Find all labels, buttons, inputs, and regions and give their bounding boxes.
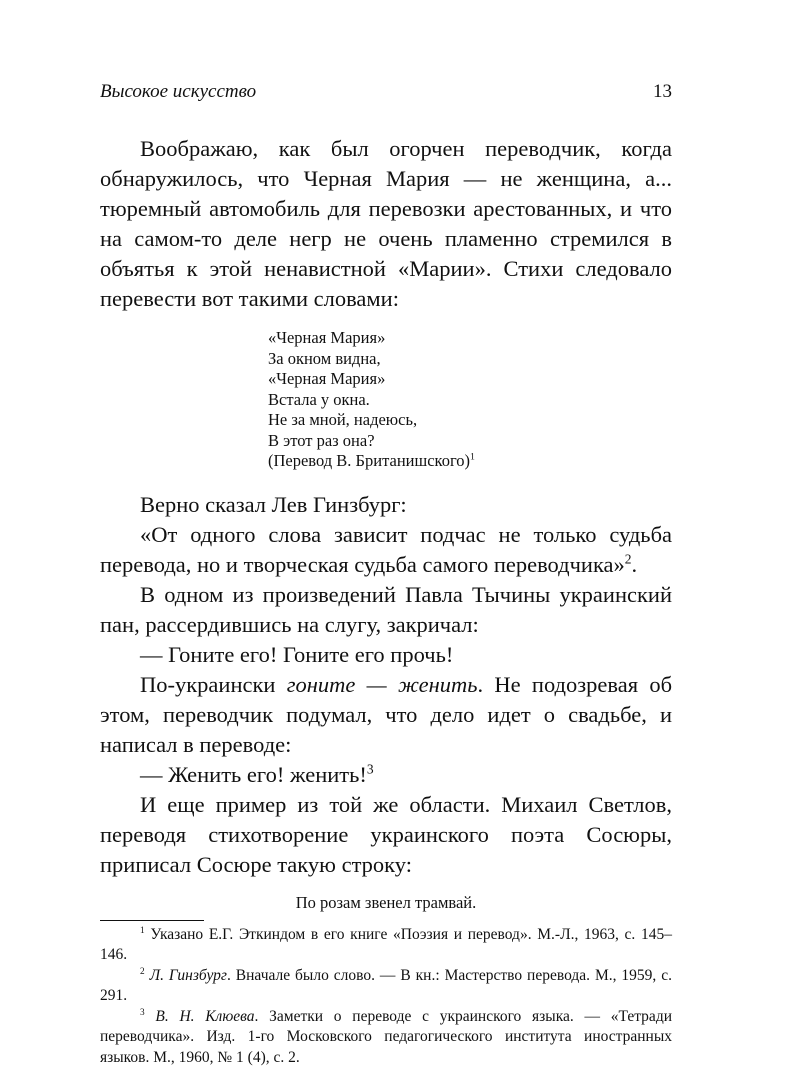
footnote-divider xyxy=(100,920,204,921)
paragraph: Воображаю, как был огорчен переводчик, когда обнаружилось, что Черная Мария — не женщина, а... тюремный автомобиль для перевозки арестованных, и что на самом-то деле негр не очень пламенно стремился в объятья к этой ненавистной «Марии». Стихи следовало перевести вот такими словами: xyxy=(100,134,672,314)
footnote-number: 3 xyxy=(140,1007,145,1017)
poem-block xyxy=(268,328,672,472)
running-title: Высокое искусство xyxy=(100,80,256,104)
poem-line: В этот раз она? xyxy=(268,431,672,452)
footnote: $^3$ В. Н. Клюева. Заметки о переводе с украинского языка. — «Тетради переводчика». Изд. 1-го Московского педагогического института иностранных языков. М., 1960, № 1 (4), с. 2. xyxy=(100,1007,672,1068)
footnote-number: 1 xyxy=(140,925,145,935)
footnote-author: В. Н. Клюева xyxy=(155,1008,254,1025)
paragraph: — Женить его! женить!$^3$ xyxy=(100,760,672,790)
poem-line: Не за мной, надеюсь, xyxy=(268,410,672,431)
paragraph: «От одного слова зависит подчас не только судьба перевода, но и творческая судьба самого переводчика»$^2$. xyxy=(100,520,672,580)
paragraph: В одном из произведений Павла Тычины украинский пан, рассердившись на слугу, закричал: xyxy=(100,580,672,640)
paragraph: И еще пример из той же области. Михаил Светлов, переводя стихотворение украинского поэта Сосюры, приписал Сосюре такую строку: xyxy=(100,790,672,880)
page-number: 13 xyxy=(653,80,672,104)
footnote: $^1$ Указано Е.Г. Эткиндом в его книге «Поэзия и перевод». М.-Л., 1963, с. 145–146. xyxy=(100,925,672,966)
page-header xyxy=(100,80,672,104)
paragraph: По-украински гоните — женить. Не подозревая об этом, переводчик подумал, что дело идет о свадьбе, и написал в переводе: xyxy=(100,670,672,760)
footnote: $^2$ Л. Гинзбург. Вначале было слово. — В кн.: Мастерство перевода. М., 1959, с. 291. xyxy=(100,966,672,1007)
poem-line: «Черная Мария» xyxy=(268,369,672,390)
footnote-author: Л. Гинзбург xyxy=(150,967,227,984)
poem-attribution: (Перевод В. Британишского)$^1$ xyxy=(268,451,672,472)
poem-line: Встала у окна. xyxy=(268,390,672,411)
poem-line: За окном видна, xyxy=(268,349,672,370)
main-text xyxy=(100,134,672,880)
footnote-ref: 3 xyxy=(367,761,374,776)
footnote-ref: 1 xyxy=(470,452,475,463)
quoted-verse-line: По розам звенел трамвай. xyxy=(100,892,672,914)
footnote-number: 2 xyxy=(140,966,145,976)
footnote-ref: 2 xyxy=(625,551,632,566)
poem-line: «Черная Мария» xyxy=(268,328,672,349)
italic-term: гоните — женить xyxy=(287,672,478,697)
paragraph: Верно сказал Лев Гинзбург: xyxy=(100,490,672,520)
paragraph: — Гоните его! Гоните его прочь! xyxy=(100,640,672,670)
footnotes xyxy=(100,925,672,1068)
book-page xyxy=(100,80,672,1068)
